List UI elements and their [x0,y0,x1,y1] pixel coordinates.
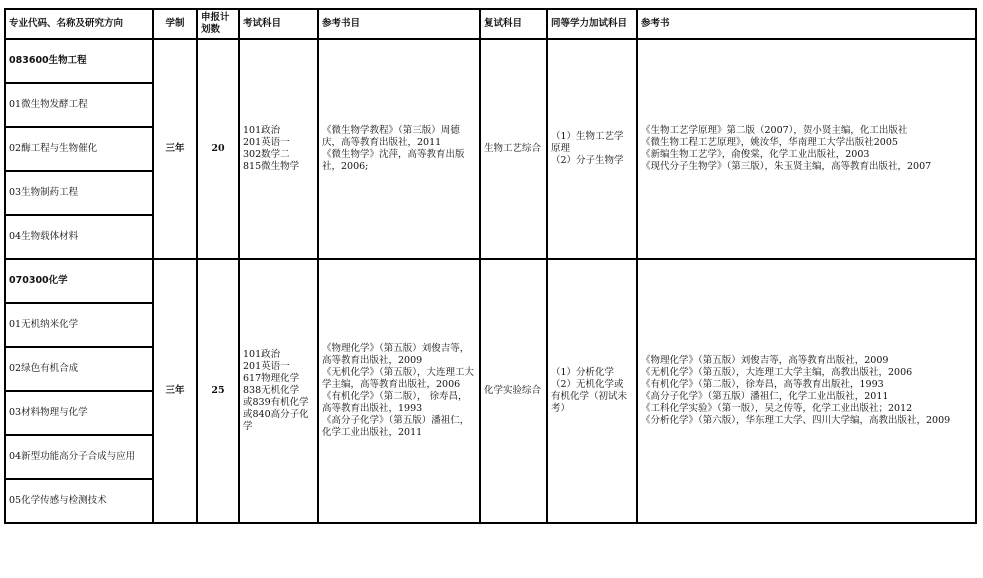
extra-exam-subjects: （1）生物工艺学原理 （2）分子生物学 [547,39,637,259]
table-row [5,259,976,303]
quota-value: 20 [197,39,239,259]
header-exam: 考试科目 [239,9,318,39]
years-value: 三年 [153,259,197,523]
extra-exam-subjects: （1）分析化学 （2）无机化学或有机化学（初试未考） [547,259,637,523]
research-direction: 05化学传感与检测技术 [5,479,153,523]
retest-reference-books: 《物理化学》（第五版）刘俊吉等，高等教育出版社，2009 《无机化学》（第五版），大连理工大学主编，高教出版社，2006 《有机化学》（第二版），徐寿昌，高等教育出版社，1993 《高分子化学》（第五版）潘祖仁，化学工业出版社，2011 《工科化学实验》（第一版），吴之传等，化学工业出版社；2012 《分析化学》（第六版），华东理工大学、四川大学编，高教出版社，2009 [637,259,976,523]
research-direction: 04新型功能高分子合成与应用 [5,435,153,479]
retest-reference-books: 《生物工艺学原理》第二版（2007），贺小贤主编，化工出版社 《微生物工程工艺原理》，姚汝华，华南理工大学出版社2005 《新编生物工艺学》，俞俊棠，化学工业出版社，2003 《现代分子生物学》（第三版），朱玉贤主编，高等教育出版社，2007 [637,39,976,259]
header-years: 学制 [153,9,197,39]
header-books: 参考书目 [318,9,480,39]
retest-subject: 化学实验综合 [480,259,547,523]
research-direction: 01微生物发酵工程 [5,83,153,127]
research-direction: 02酶工程与生物催化 [5,127,153,171]
header-row [5,9,976,39]
research-direction: 01无机纳米化学 [5,303,153,347]
major-name: 083600生物工程 [5,39,153,83]
reference-books: 《物理化学》（第五版）刘俊吉等，高等教育出版社，2009 《无机化学》（第五版），大连理工大学主编，高等教育出版社，2006 《有机化学》（第二版）， 徐寿昌，高等教育出版社，1993 《高分子化学》（第五版）潘祖仁，化学工业出版社，2011 [318,259,480,523]
header-retest: 复试科目 [480,9,547,39]
header-refbooks: 参考书 [637,9,976,39]
research-direction: 02绿色有机合成 [5,347,153,391]
header-extra: 同等学力加试科目 [547,9,637,39]
quota-value: 25 [197,259,239,523]
table-row [5,39,976,83]
header-major: 专业代码、名称及研究方向 [5,9,153,39]
admissions-catalog-table [4,8,977,524]
years-value: 三年 [153,39,197,259]
research-direction: 04生物载体材料 [5,215,153,259]
retest-subject: 生物工艺综合 [480,39,547,259]
exam-subjects: 101政治 201英语一 617物理化学 838无机化学 或839有机化学 或840高分子化学 [239,259,318,523]
major-name: 070300化学 [5,259,153,303]
header-quota: 申报计划数 [197,9,239,39]
exam-subjects: 101政治 201英语一 302数学二 815微生物学 [239,39,318,259]
research-direction: 03生物制药工程 [5,171,153,215]
research-direction: 03材料物理与化学 [5,391,153,435]
reference-books: 《微生物学教程》（第三版）周德庆，高等教育出版社，2011 《微生物学》沈萍，高等教育出版社，2006; [318,39,480,259]
